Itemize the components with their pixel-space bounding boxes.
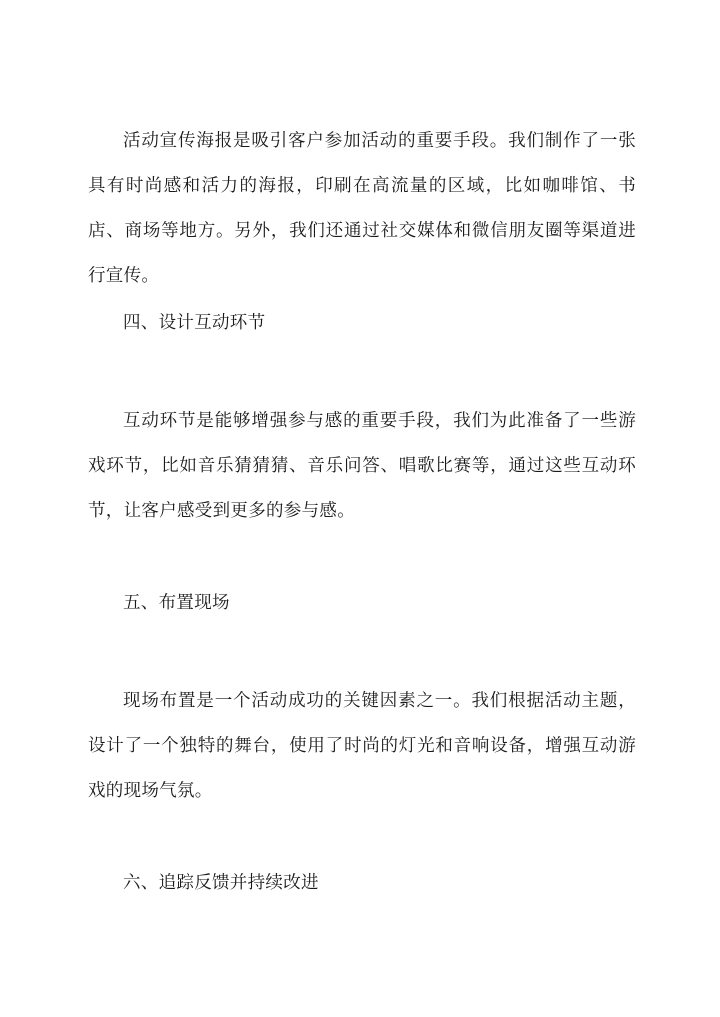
section-heading-venue-setup: 五、布置现场 [123,593,230,613]
section-heading-feedback-improvement: 六、追踪反馈并持续改进 [123,873,319,893]
paragraph-venue-setup: 现场布置是一个活动成功的关键因素之一。我们根据活动主题，设计了一个独特的舞台，使用了时尚的灯光和音响设备，增强互动游戏的现场气氛。 [88,691,636,801]
paragraph-interactive-segment: 互动环节是能够增强参与感的重要手段，我们为此准备了一些游戏环节，比如音乐猜猜猜、音乐问答、唱歌比赛等，通过这些互动环节，让客户感受到更多的参与感。 [88,411,636,521]
paragraph-promotion-poster: 活动宣传海报是吸引客户参加活动的重要手段。我们制作了一张具有时尚感和活力的海报，印刷在高流量的区域，比如咖啡馆、书店、商场等地方。另外，我们还通过社交媒体和微信朋友圈等渠道进行宣传。 [88,131,636,286]
section-heading-interactive-segment: 四、设计互动环节 [123,313,266,333]
